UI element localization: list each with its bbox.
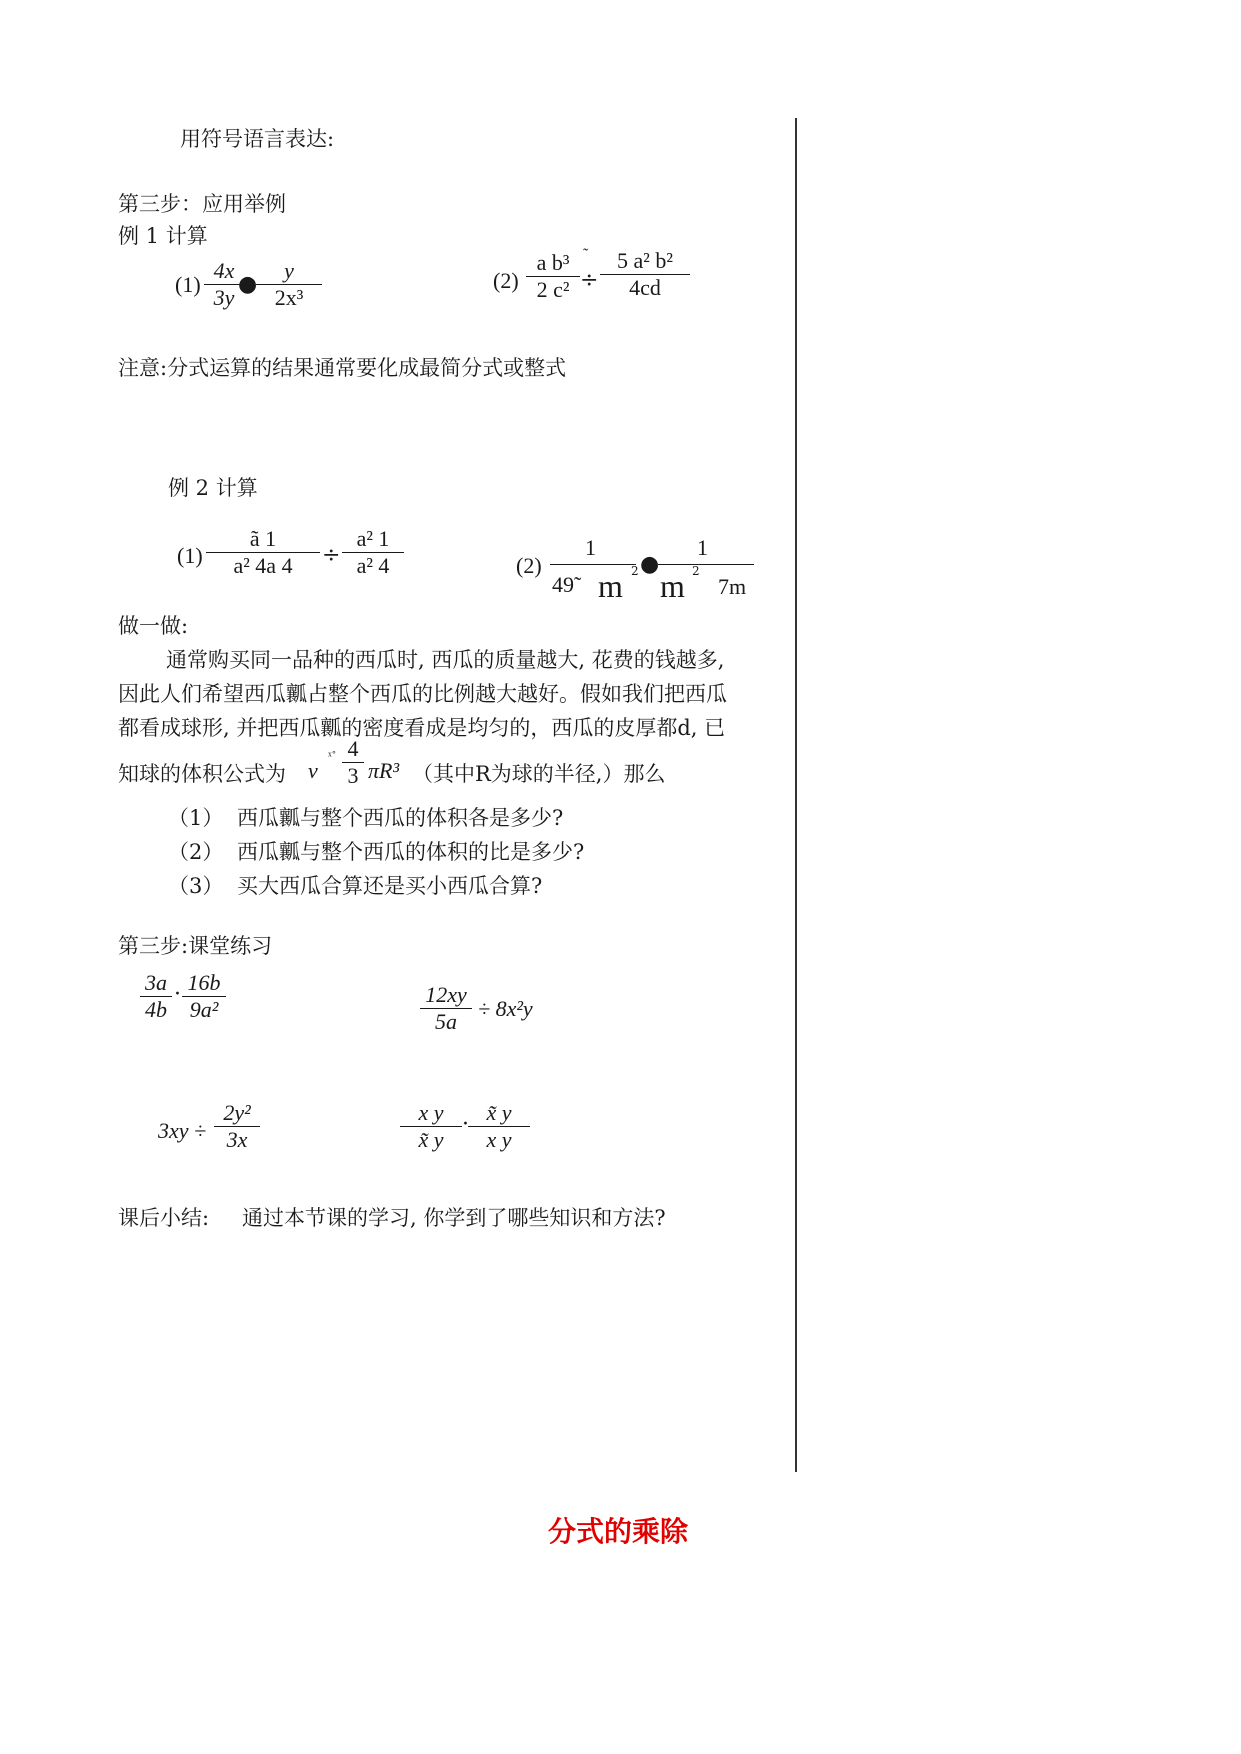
ex2-p1-den2: a² 4 bbox=[356, 553, 390, 578]
pq1-n2: 16b bbox=[187, 970, 221, 995]
ex1-p2-mark: ˜ bbox=[583, 246, 589, 263]
page-title: 分式的乘除 bbox=[548, 1515, 689, 1548]
ex1-p2-frac2 bbox=[600, 248, 690, 301]
pq1-frac2 bbox=[182, 970, 226, 1023]
q2-text: 西瓜瓤与整个西瓜的体积的比是多少? bbox=[237, 840, 585, 864]
symbol-language-line: 用符号语言表达: bbox=[180, 127, 335, 151]
summary-label: 课后小结: bbox=[118, 1206, 210, 1230]
ex2-p2-op: ● bbox=[640, 552, 660, 577]
try-it-heading: 做一做: bbox=[118, 614, 189, 638]
pq1-n1: 3a bbox=[145, 970, 167, 995]
formula-prefix: 知球的体积公式为 bbox=[118, 762, 286, 786]
ex2-p1-num: ã 1 bbox=[249, 526, 277, 551]
ex1-p2-den: 2 c² bbox=[536, 277, 570, 302]
pq4-frac1 bbox=[400, 1100, 462, 1153]
ex1-p1-den: 3y bbox=[213, 285, 235, 310]
ex2-p2-m2: m bbox=[660, 568, 685, 604]
formula-v: v bbox=[308, 758, 318, 783]
try-it-line-2: 因此人们希望西瓜瓤占整个西瓜的比例越大越好。假如我们把西瓜 bbox=[118, 682, 727, 706]
pq3-n1: 2y² bbox=[223, 1100, 251, 1125]
pq1-d1: 4b bbox=[145, 997, 167, 1022]
formula-frac bbox=[342, 736, 364, 789]
formula-tail: πR³ bbox=[368, 758, 400, 783]
pq4-n2: x̃ y bbox=[486, 1100, 512, 1125]
ex1-p2-op: ÷ bbox=[580, 268, 599, 293]
pq2-tail: ÷ 8x²y bbox=[478, 996, 533, 1021]
q3-text: 买大西瓜合算还是买小西瓜合算? bbox=[237, 874, 543, 898]
ex1-p2-num2: 5 a² b² bbox=[617, 248, 673, 273]
pq2-frac bbox=[420, 982, 472, 1035]
column-divider bbox=[795, 118, 797, 1472]
ex1-p1-num2: y bbox=[284, 258, 294, 283]
ex2-p1-num2: a² 1 bbox=[356, 526, 390, 551]
q3-no: （3） bbox=[168, 874, 224, 898]
ex1-p1-op: ● bbox=[238, 272, 258, 297]
pq3-d1: 3x bbox=[226, 1127, 248, 1152]
step3-heading: 第三步：应用举例 bbox=[118, 192, 286, 216]
pq3-lead: 3xy ÷ bbox=[158, 1118, 207, 1143]
pq2-d1: 5a bbox=[435, 1009, 457, 1034]
ex2-p2-bar2 bbox=[658, 564, 754, 565]
example2-label: 例 2 计算 bbox=[168, 476, 258, 500]
try-it-line-3: 都看成球形, 并把西瓜瓤的密度看成是均匀的，西瓜的皮厚都d, 已 bbox=[118, 716, 726, 740]
ex2-p2-num: 1 bbox=[585, 535, 596, 560]
practice-heading: 第三步:课堂练习 bbox=[118, 934, 273, 958]
ex1-p2-label: (2) bbox=[493, 268, 519, 293]
ex1-p2-num: a b³ bbox=[536, 250, 570, 275]
try-it-line-1: 通常购买同一品种的西瓜时, 西瓜的质量越大, 花费的钱越多, bbox=[166, 648, 725, 672]
ex1-p1-den2: 2x³ bbox=[274, 285, 304, 310]
pq4-n1: x y bbox=[418, 1100, 444, 1125]
ex2-p1-frac2 bbox=[342, 526, 404, 579]
example1-label: 例 1 计算 bbox=[118, 224, 208, 248]
q1-text: 西瓜瓤与整个西瓜的体积各是多少? bbox=[237, 806, 564, 830]
ex2-p2-m1: m bbox=[598, 568, 623, 604]
ex2-p2-num2: 1 bbox=[697, 535, 708, 560]
pq4-d2: x y bbox=[486, 1127, 512, 1152]
pq1-d2: 9a² bbox=[189, 997, 219, 1022]
ex1-p2-frac1 bbox=[526, 250, 580, 303]
ex2-p2-den2: 7m bbox=[718, 574, 747, 599]
ex1-p2-den2: 4cd bbox=[629, 275, 661, 300]
formula-den: 3 bbox=[347, 763, 359, 788]
summary-text: 通过本节课的学习, 你学到了哪些知识和方法? bbox=[242, 1206, 666, 1230]
formula-num: 4 bbox=[347, 736, 359, 761]
pq1-op: · bbox=[174, 982, 181, 1007]
pq4-frac2 bbox=[468, 1100, 530, 1153]
ex1-p1-num: 4x bbox=[213, 258, 235, 283]
pq3-frac bbox=[214, 1100, 260, 1153]
ex2-p2-den: 49̃ bbox=[552, 572, 574, 597]
ex1-p1-frac2 bbox=[256, 258, 322, 311]
ex2-p1-den: a² 4a 4 bbox=[233, 553, 293, 578]
pq1-frac1 bbox=[140, 970, 172, 1023]
ex1-p1-label: (1) bbox=[175, 272, 201, 297]
q2-no: （2） bbox=[168, 840, 224, 864]
formula-eq-mark: ˣ˚ bbox=[328, 748, 337, 763]
ex2-p2-bar1 bbox=[550, 564, 636, 565]
ex2-p1-op: ÷ bbox=[322, 543, 341, 568]
ex2-p2-sup1: 2 bbox=[631, 564, 639, 578]
formula-suffix: （其中R为球的半径,）那么 bbox=[412, 762, 666, 786]
q1-no: （1） bbox=[168, 806, 224, 830]
note-line: 注意:分式运算的结果通常要化成最简分式或整式 bbox=[118, 356, 567, 380]
pq2-n1: 12xy bbox=[425, 982, 467, 1007]
pq4-d1: x̃ y bbox=[418, 1127, 444, 1152]
ex2-p1-label: (1) bbox=[177, 543, 203, 568]
ex2-p2-label: (2) bbox=[516, 553, 542, 578]
ex2-p1-frac1 bbox=[206, 526, 320, 579]
ex2-p2-sup2: 2 bbox=[692, 564, 700, 578]
pq4-op: · bbox=[462, 1112, 469, 1137]
